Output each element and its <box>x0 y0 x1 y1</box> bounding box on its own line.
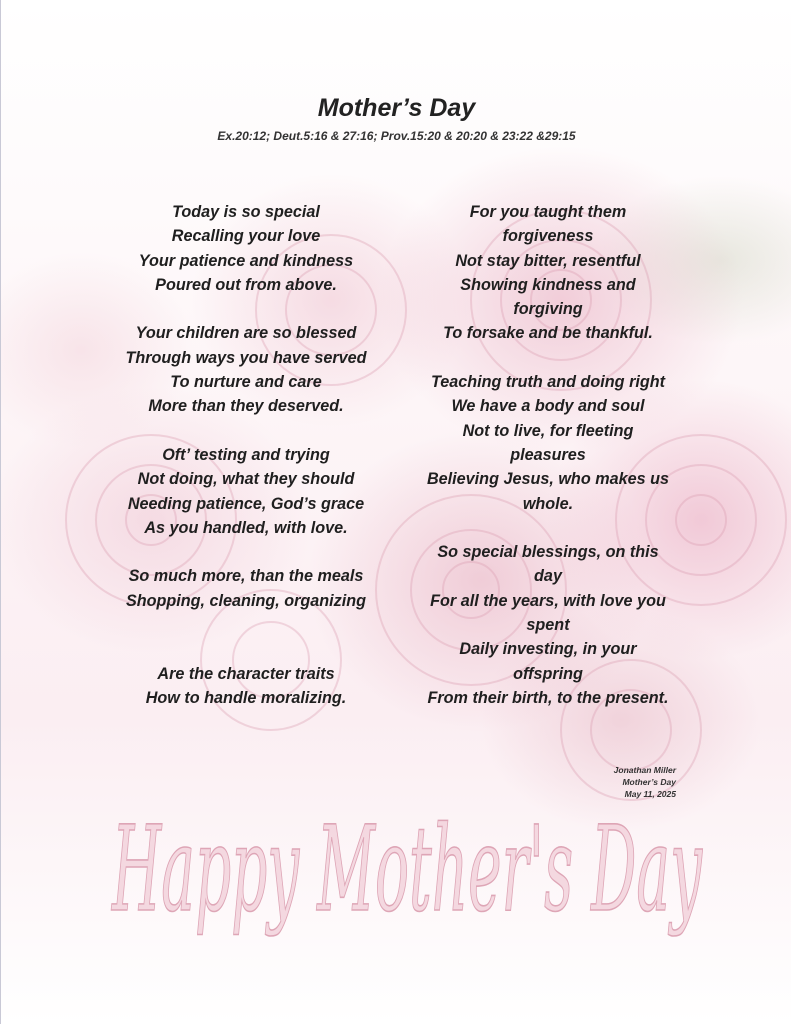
poem-line: Shopping, cleaning, organizing <box>125 591 367 610</box>
poem-line: Oft’ testing and trying <box>162 445 330 464</box>
poem-line: Daily investing, in your <box>459 640 637 659</box>
poem-line: So special blessings, on this <box>437 543 659 562</box>
poem-line: Through ways you have served <box>125 348 367 367</box>
poem-line: Not stay bitter, resentful <box>455 251 641 270</box>
stanza <box>413 540 683 710</box>
poem-line: Showing kindness and <box>460 275 636 294</box>
poem-right-column <box>413 200 683 735</box>
poem-line: Not doing, what they should <box>137 470 355 489</box>
poem-line: whole. <box>522 494 574 513</box>
poem-line: Are the character traits <box>157 664 335 683</box>
poem-line: We have a body and soul <box>451 397 645 416</box>
poem-line: So much more, than the meals <box>128 567 364 586</box>
poem-line: forgiving <box>513 300 583 319</box>
poem-line: To nurture and care <box>170 373 322 392</box>
poem-line: spent <box>526 616 570 635</box>
stanza <box>111 443 381 540</box>
poem-line: Recalling your love <box>171 227 321 246</box>
happy-mothers-day-script <box>97 760 717 960</box>
poem-line: Teaching truth and doing right <box>430 373 666 392</box>
poem-line: More than they deserved. <box>148 397 344 416</box>
stanza <box>111 200 381 297</box>
poem-left-column <box>111 200 381 735</box>
poem-line: Your children are so blessed <box>135 324 357 343</box>
stanza <box>111 321 381 418</box>
poem-line: Not to live, for fleeting <box>462 421 634 440</box>
poem-line: Today is so special <box>172 203 320 221</box>
poem-line: Believing Jesus, who makes us <box>426 470 669 489</box>
scripture-references: Ex.20:12; Deut.5:16 & 27:16; Prov.15:20 & 20:20 & 23:22 &29:15 <box>217 129 576 143</box>
author-name: Jonathan Miller <box>613 765 676 775</box>
poem-line: From their birth, to the present. <box>427 688 669 707</box>
poem-line: offspring <box>513 664 583 683</box>
happy-mothers-day-text: Happy Mother's Day <box>111 800 703 938</box>
poem-line: For you taught them <box>469 203 627 221</box>
stanza <box>111 564 381 613</box>
stanza <box>111 662 381 711</box>
poem-line: For all the years, with love you <box>430 591 666 610</box>
poem-line: Needing patience, God’s grace <box>127 494 365 513</box>
poem-line: As you handled, with love. <box>144 518 348 537</box>
poem-line: Your patience and kindness <box>138 251 354 270</box>
poem-line: Poured out from above. <box>155 275 337 294</box>
date: May 11, 2025 <box>624 789 676 799</box>
page-title: Mother’s Day <box>317 94 476 122</box>
stanza <box>413 200 683 346</box>
poem-line: How to handle moralizing. <box>145 688 347 707</box>
poem-line: day <box>534 567 562 586</box>
stanza <box>413 370 683 516</box>
poem-line: To forsake and be thankful. <box>443 324 653 343</box>
poem-line: pleasures <box>510 445 586 464</box>
poem-line: forgiveness <box>502 227 594 246</box>
work-title: Mother’s Day <box>622 777 676 787</box>
